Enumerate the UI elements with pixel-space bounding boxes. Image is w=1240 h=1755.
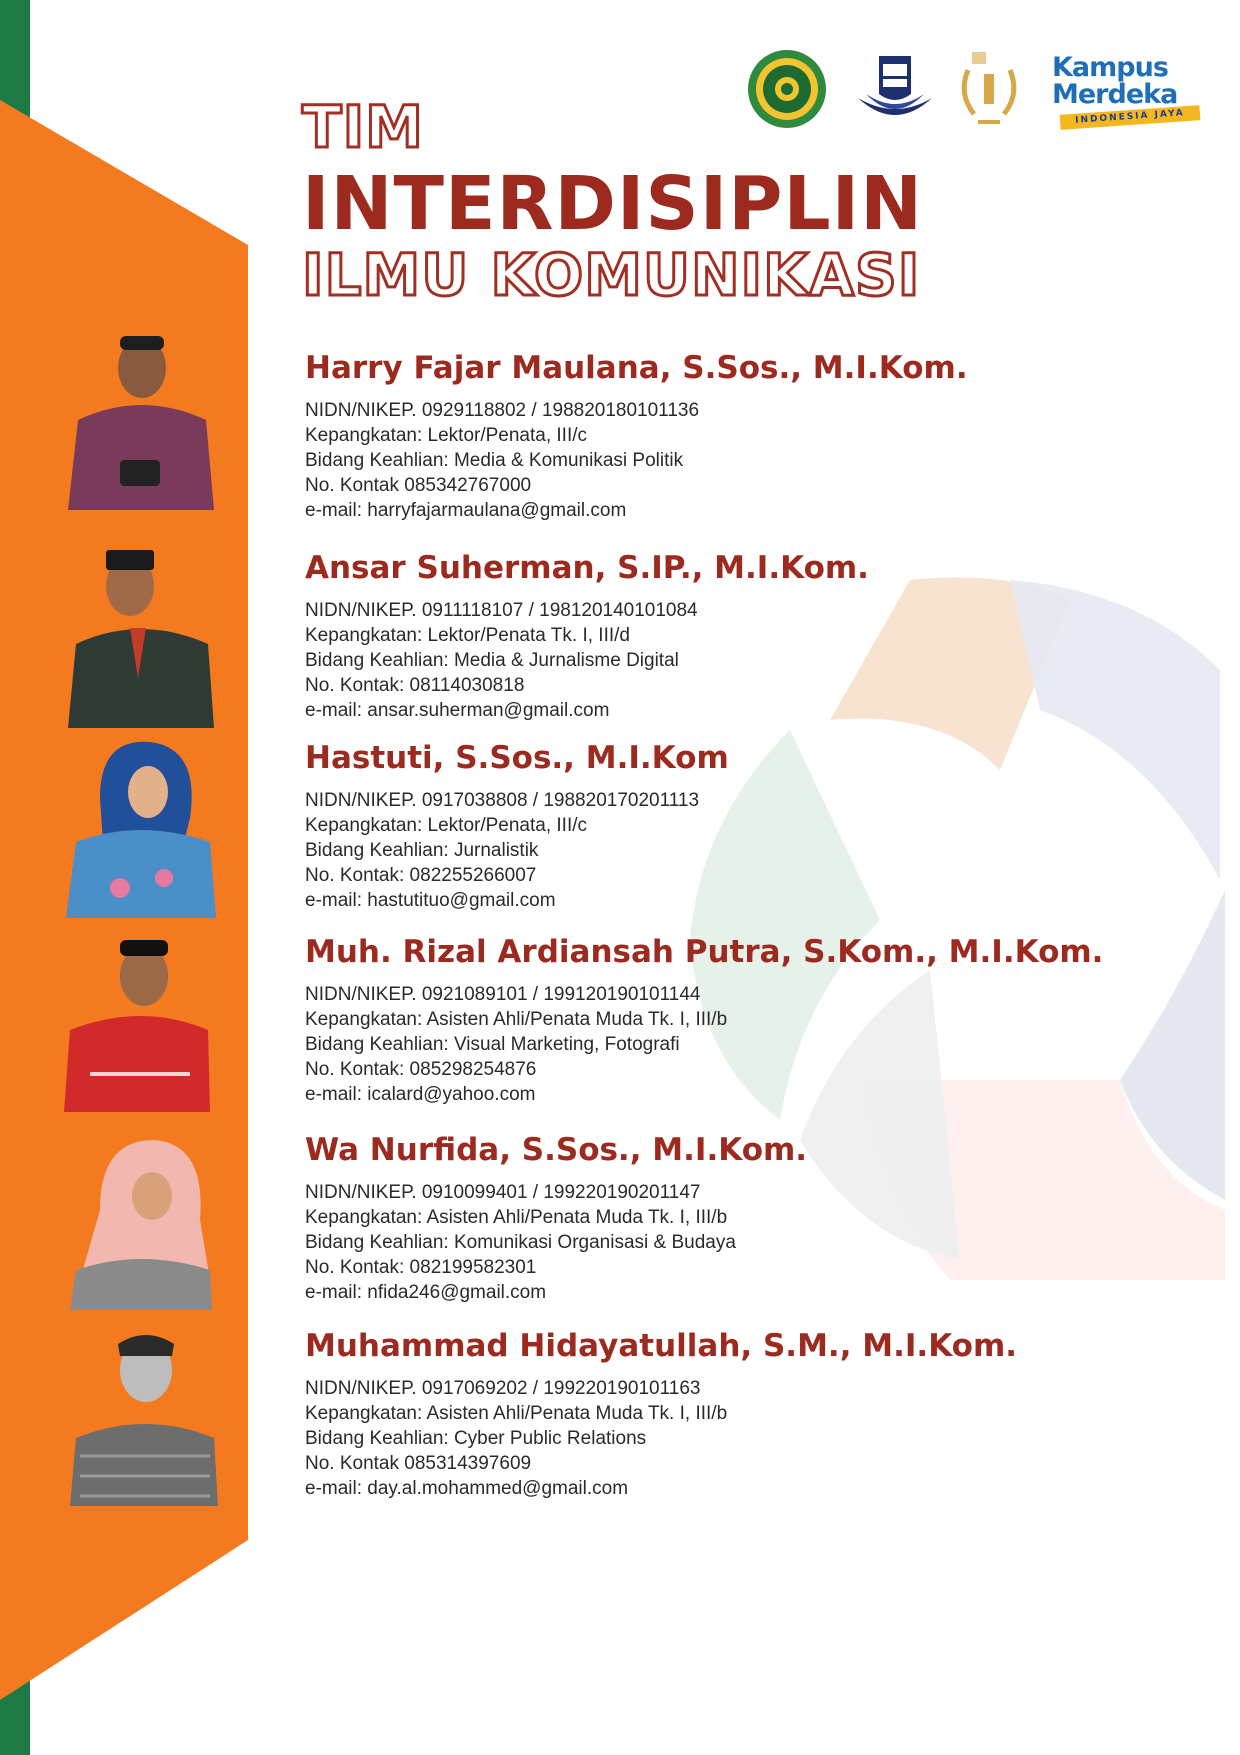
member-expertise: Bidang Keahlian: Cyber Public Relations — [305, 1428, 647, 1449]
member-contact: No. Kontak 085314397609 — [305, 1453, 532, 1474]
member-name: Muh. Rizal Ardiansah Putra, S.Kom., M.I.Kom. — [305, 934, 1104, 970]
member-contact: No. Kontak: 082255266007 — [305, 865, 537, 886]
member-rank: Kepangkatan: Asisten Ahli/Penata Muda Tk. I, III/b — [305, 1207, 728, 1228]
member-expertise: Bidang Keahlian: Komunikasi Organisasi & Budaya — [305, 1232, 736, 1253]
member-email: e-mail: harryfajarmaulana@gmail.com — [305, 500, 627, 521]
member-photo — [60, 932, 220, 1112]
member-name: Muhammad Hidayatullah, S.M., M.I.Kom. — [305, 1328, 1018, 1364]
member-contact: No. Kontak: 08114030818 — [305, 675, 525, 696]
member-photo — [60, 1326, 220, 1506]
kampus-merdeka-logo — [1052, 54, 1206, 126]
title-line-1: TIM — [302, 93, 424, 161]
member-email: e-mail: ansar.suherman@gmail.com — [305, 700, 610, 721]
title-line-2: INTERDISIPLIN — [302, 161, 924, 247]
member-contact: No. Kontak: 085298254876 — [305, 1059, 537, 1080]
member-nidn: NIDN/NIKEP. 0929118802 / 198820180101136 — [305, 400, 700, 421]
member-nidn: NIDN/NIKEP. 0910099401 / 199220190201147 — [305, 1182, 701, 1203]
member-photo — [60, 738, 220, 918]
member-email: e-mail: hastutituo@gmail.com — [305, 890, 556, 911]
title-line-3: ILMU KOMUNIKASI — [302, 241, 921, 309]
member-photo — [60, 1130, 220, 1310]
member-expertise: Bidang Keahlian: Jurnalistik — [305, 840, 539, 861]
member-expertise: Bidang Keahlian: Media & Komunikasi Politik — [305, 450, 684, 471]
member-name: Ansar Suherman, S.IP., M.I.Kom. — [305, 550, 869, 586]
member-nidn: NIDN/NIKEP. 0921089101 / 199120190101144 — [305, 984, 701, 1005]
member-nidn: NIDN/NIKEP. 0911118107 / 198120140101084 — [305, 600, 698, 621]
member-photo — [60, 330, 220, 510]
member-email: e-mail: icalard@yahoo.com — [305, 1084, 536, 1105]
member-rank: Kepangkatan: Lektor/Penata Tk. I, III/d — [305, 625, 630, 646]
member-name: Harry Fajar Maulana, S.Sos., M.I.Kom. — [305, 350, 968, 386]
member-nidn: NIDN/NIKEP. 0917038808 / 198820170201113 — [305, 790, 700, 811]
member-rank: Kepangkatan: Asisten Ahli/Penata Muda Tk. I, III/b — [305, 1403, 728, 1424]
member-expertise: Bidang Keahlian: Visual Marketing, Fotografi — [305, 1034, 680, 1055]
member-email: e-mail: day.al.mohammed@gmail.com — [305, 1478, 629, 1499]
member-expertise: Bidang Keahlian: Media & Jurnalisme Digital — [305, 650, 679, 671]
kampus-merdeka-line1: Kampus — [1052, 52, 1168, 83]
member-rank: Kepangkatan: Asisten Ahli/Penata Muda Tk. I, III/b — [305, 1009, 728, 1030]
member-photo — [60, 548, 220, 728]
member-contact: No. Kontak: 082199582301 — [305, 1257, 537, 1278]
member-rank: Kepangkatan: Lektor/Penata, III/c — [305, 815, 588, 836]
kampus-merdeka-tagline: INDONESIA JAYA — [1060, 105, 1201, 130]
member-name: Hastuti, S.Sos., M.I.Kom — [305, 740, 729, 776]
member-rank: Kepangkatan: Lektor/Penata, III/c — [305, 425, 588, 446]
page-title — [302, 93, 1002, 309]
member-name: Wa Nurfida, S.Sos., M.I.Kom. — [305, 1132, 808, 1168]
member-nidn: NIDN/NIKEP. 0917069202 / 199220190101163 — [305, 1378, 701, 1399]
member-email: e-mail: nfida246@gmail.com — [305, 1282, 547, 1303]
member-contact: No. Kontak 085342767000 — [305, 475, 532, 496]
kampus-merdeka-line2: Merdeka — [1052, 79, 1178, 110]
